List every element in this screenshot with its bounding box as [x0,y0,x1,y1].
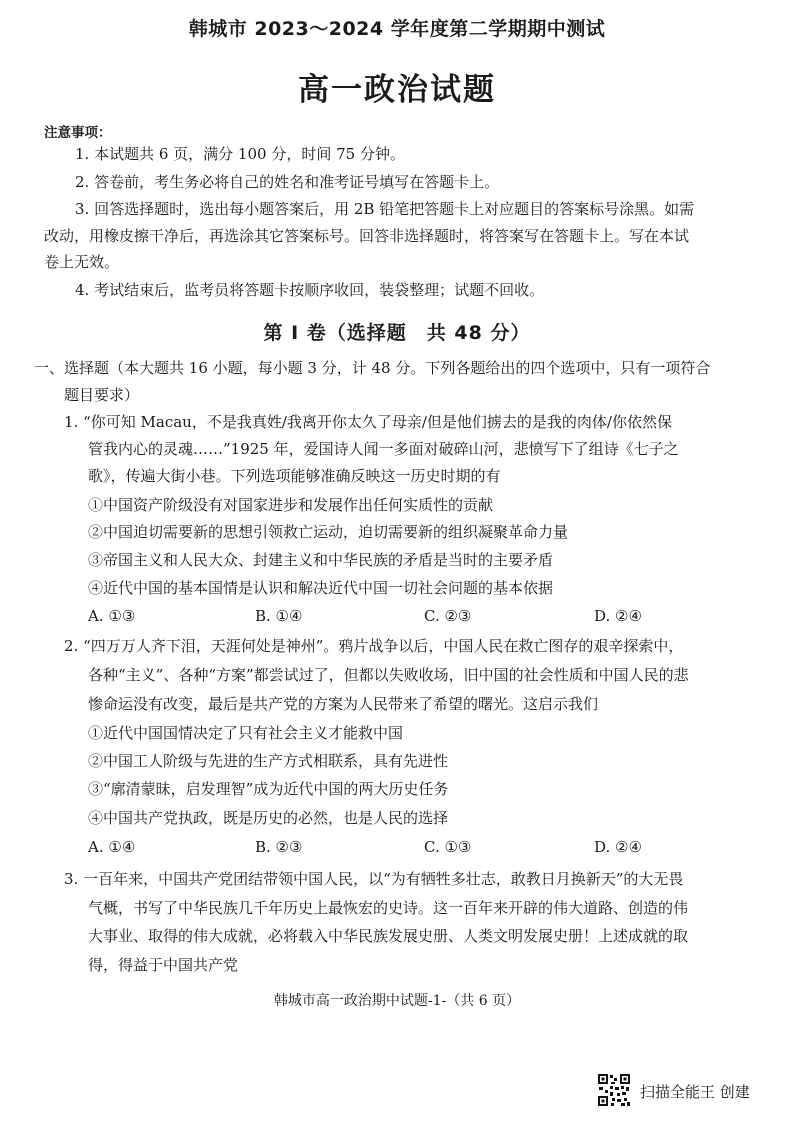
question-1-item: ③帝国主义和人民大众、封建主义和中华民族的矛盾是当时的主要矛盾 [88,551,554,569]
question-2-option-b: B. ②③ [255,838,303,856]
question-1-stem: 管我内心的灵魂……”1925 年，爱国诗人闻一多面对破碎山河，悲愤写下了组诗《七子之 [88,440,679,458]
question-1-item: ④近代中国的基本国情是认识和解决近代中国一切社会问题的基本依据 [88,579,554,597]
question-1-stem: 1. “你可知 Macau，不是我真姓/我离开你太久了母亲/但是他们掳去的是我的肉体/你依然保 [64,413,672,431]
question-1-item: ①中国资产阶级没有对国家进步和发展作出任何实质性的贡献 [88,496,494,514]
notice-line: 1. 本试题共 6 页，满分 100 分，时间 75 分钟。 [75,145,405,163]
notice-line: 4. 考试结束后，监考员将答题卡按顺序收回，装袋整理；试题不回收。 [75,281,545,299]
notice-line: 卷上无效。 [44,253,120,271]
section-title: 第 Ⅰ 卷（选择题 共 48 分） [263,322,531,344]
question-3-stem: 大事业、取得的伟大成就，必将载入中华民族发展史册、人类文明发展史册！上述成就的取 [88,927,689,945]
question-3-stem: 气概，书写了中华民族几千年历史上最恢宏的史诗。这一百年来开辟的伟大道路、创造的伟 [88,899,689,917]
question-2-option-a: A. ①④ [88,838,136,856]
qr-code-icon [597,1073,631,1107]
exam-title: 韩城市 2023～2024 学年度第二学期期中测试 [188,18,606,40]
page-footer: 韩城市高一政治期中试题-1-（共 6 页） [273,993,521,1009]
question-2-item: ②中国工人阶级与先进的生产方式相联系，具有先进性 [88,752,449,770]
notice-line: 3. 回答选择题时，选出每小题答案后，用 2B 铅笔把答题卡上对应题目的答案标号涂黑。如需 [75,200,695,218]
question-2-stem: 2. “四万万人齐下泪，天涯何处是神州”。鸦片战争以后，中国人民在救亡图存的艰辛探索中， [64,637,684,655]
question-2-stem: 各种“主义”、各种“方案”都尝试过了，但都以失败收场，旧中国的社会性质和中国人民的悲 [88,666,689,684]
subject-title: 高一政治试题 [298,72,496,108]
question-3-stem: 得，得益于中国共产党 [88,956,239,974]
notice-heading: 注意事项： [44,125,112,141]
section-intro-line: 题目要求） [64,386,140,404]
question-1-option-c: C. ②③ [424,607,472,625]
question-2-item: ①近代中国国情决定了只有社会主义才能救中国 [88,724,404,742]
notice-line: 改动，用橡皮擦干净后，再选涂其它答案标号。回答非选择题时，将答案写在答题卡上。写在本试 [44,227,690,245]
question-2-option-d: D. ②④ [594,838,642,856]
scanner-watermark-label: 扫描全能王 创建 [640,1083,750,1101]
question-2-item: ③“廓清蒙昧，启发理智”成为近代中国的两大历史任务 [88,780,449,798]
question-2-item: ④中国共产党执政，既是历史的必然，也是人民的选择 [88,809,449,827]
question-1-option-b: B. ①④ [255,607,303,625]
notice-line: 2. 答卷前，考生务必将自己的姓名和准考证号填写在答题卡上。 [75,173,500,191]
question-1-stem: 歌》，传遍大街小巷。下列选项能够准确反映这一历史时期的有 [88,467,501,485]
question-1-item: ②中国迫切需要新的思想引领救亡运动，迫切需要新的组织凝聚革命力量 [88,523,569,541]
question-1-option-a: A. ①③ [88,607,136,625]
question-2-stem: 惨命运没有改变，最后是共产党的方案为人民带来了希望的曙光。这启示我们 [88,695,599,713]
section-intro-line: 一、选择题（本大题共 16 小题，每小题 3 分，计 48 分。下列各题给出的四个选项中，只有一项符合 [34,359,711,377]
question-3-stem: 3. 一百年来，中国共产党团结带领中国人民，以“为有牺牲多壮志，敢教日月换新天”的大无畏 [64,870,684,888]
question-2-option-c: C. ①③ [424,838,472,856]
question-1-option-d: D. ②④ [594,607,642,625]
